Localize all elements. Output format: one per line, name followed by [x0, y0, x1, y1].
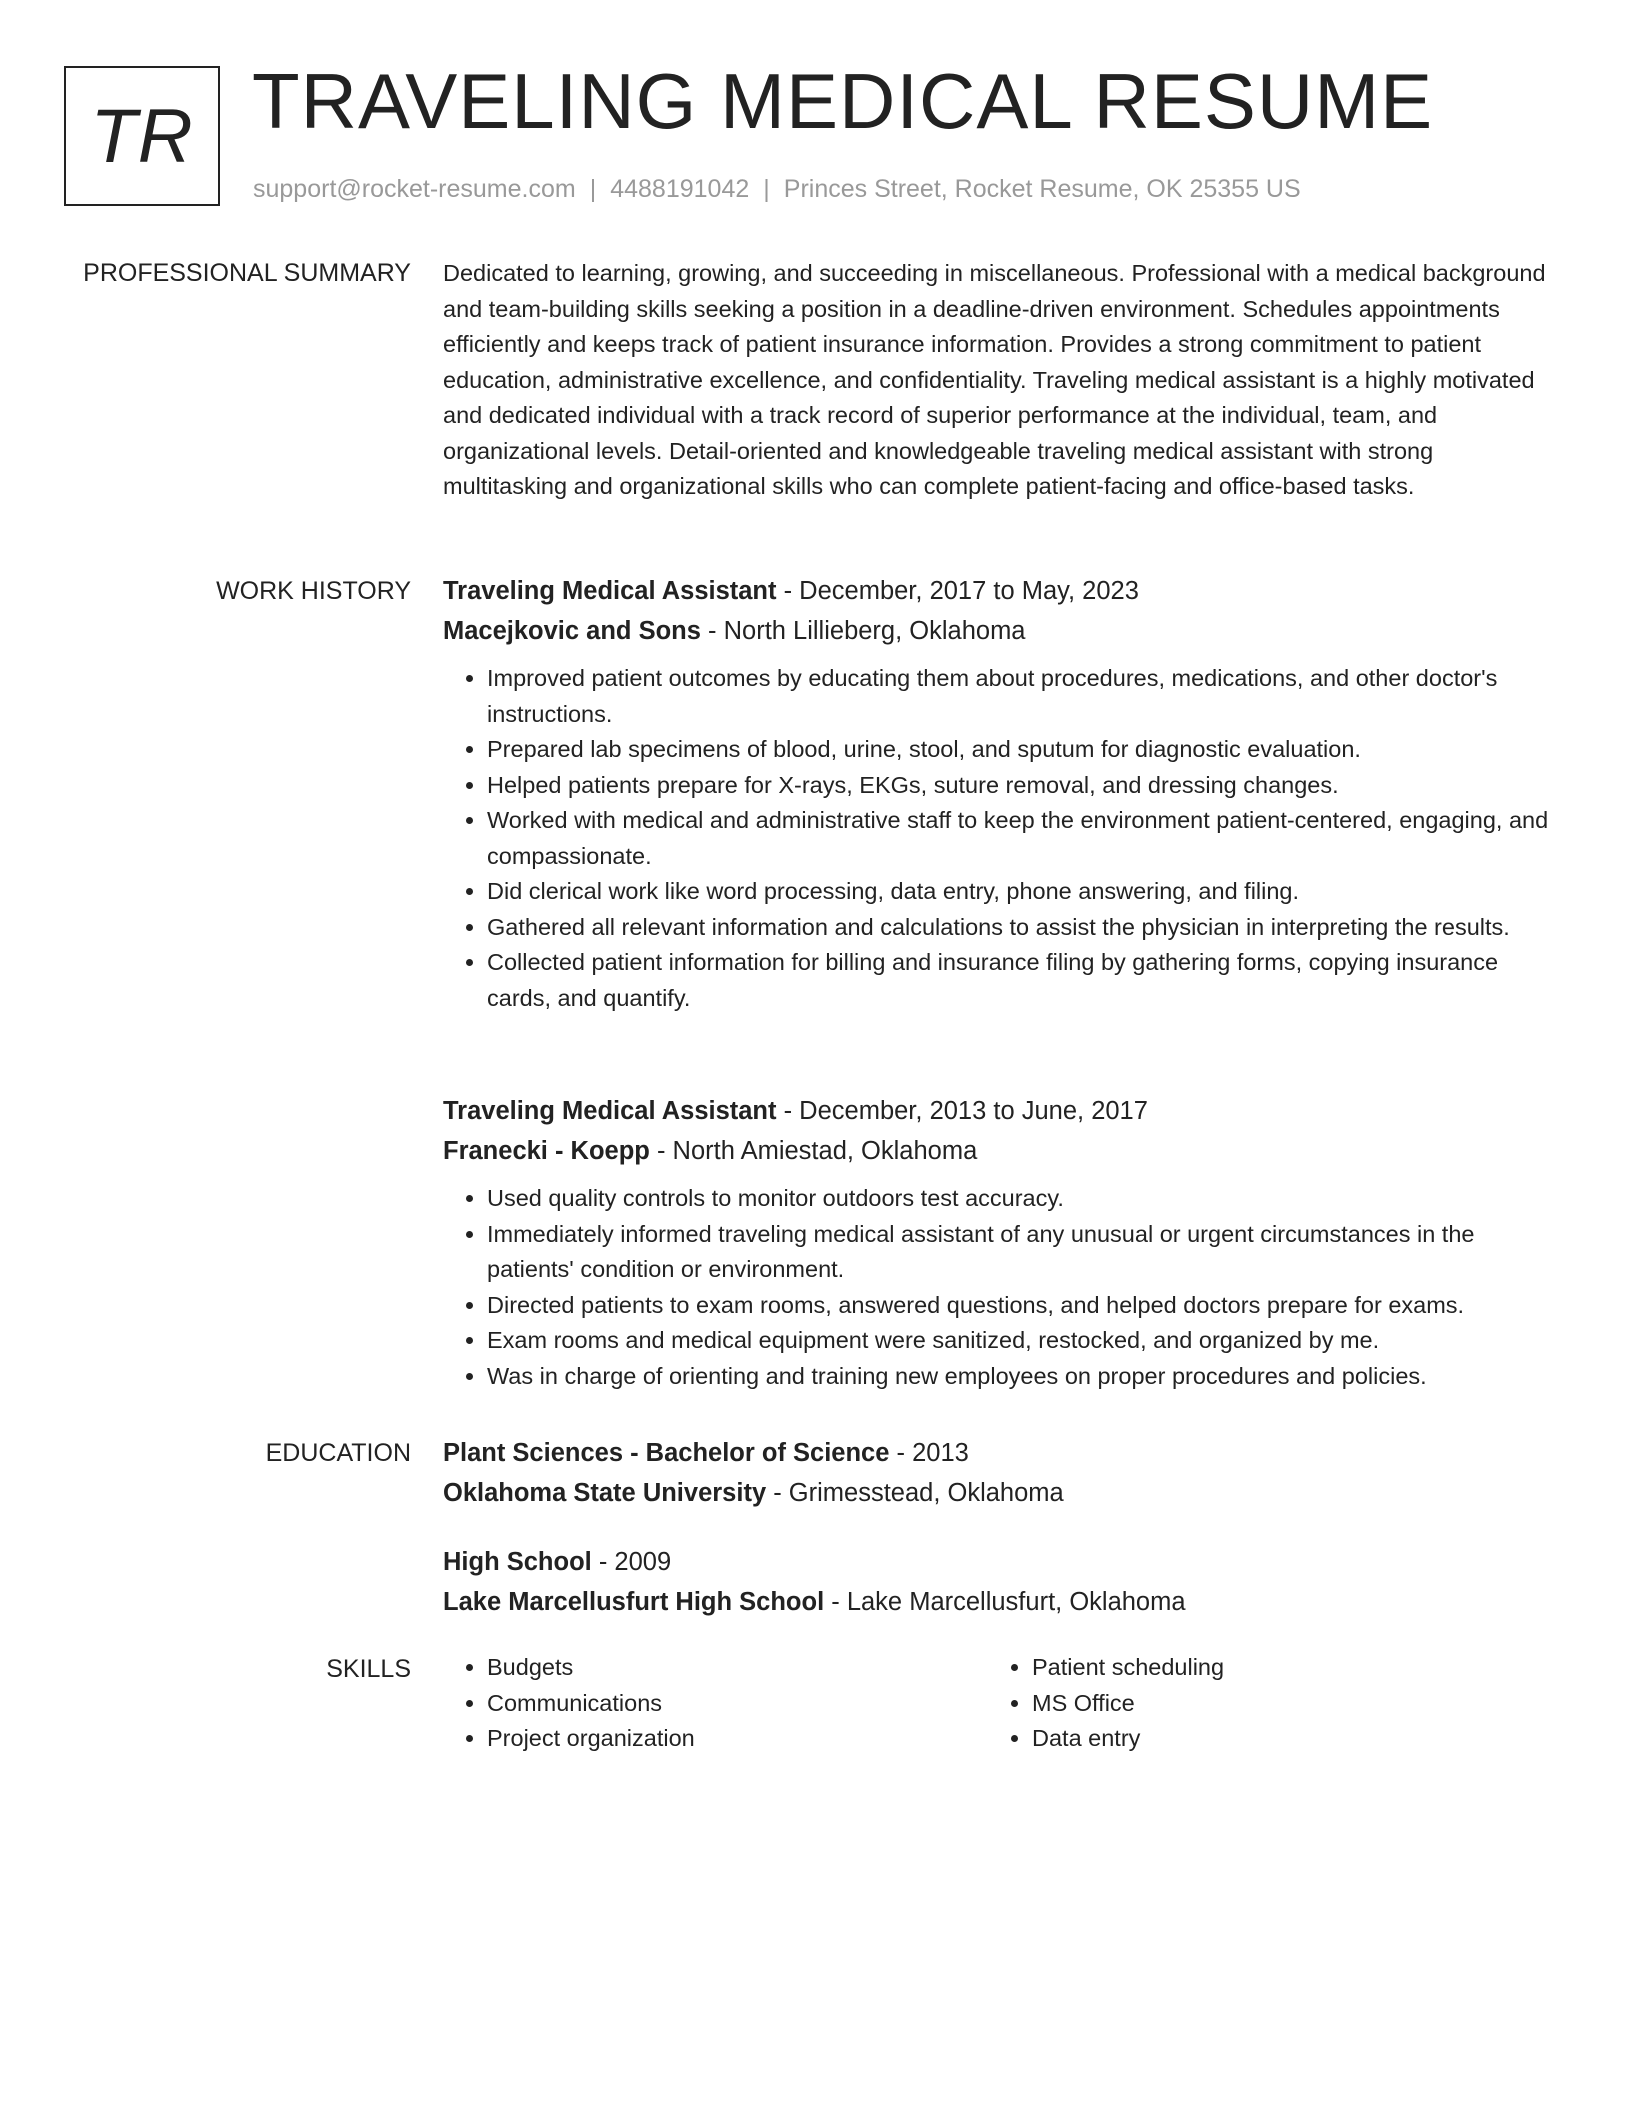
summary-text: Dedicated to learning, growing, and succeeding in miscellaneous. Professional with a medical background and team-building skills seeking a position in a deadline-driven environment. Schedules appointments efficiently and keeps track of patient insurance information. Provides a strong commitment to patient education, administrative excellence, and confidentiality. Traveling medical assistant is a highly motivated and dedicated individual with a track record of superior performance at the individual, team, and organizational levels. Detail-oriented and knowledgeable traveling medical assistant with strong multitasking and organizational skills who can complete patient-facing and office-based tasks.	[443, 260, 1546, 499]
skill-item: • Project organization	[487, 1721, 988, 1757]
resume-title: TRAVELING MEDICAL RESUME	[252, 57, 1434, 145]
skill-item: • Data entry	[1032, 1721, 1533, 1757]
education-location: - Lake Marcellusfurt, Oklahoma	[824, 1587, 1186, 1616]
job-bullet: • Prepared lab specimens of blood, urine, stool, and sputum for diagnostic evaluation.	[487, 732, 1550, 768]
skills-list	[988, 1650, 1533, 1757]
education-degree: Plant Sciences - Bachelor of Science	[443, 1439, 890, 1467]
job-bullet: • Exam rooms and medical equipment were sanitized, restocked, and organized by me.	[487, 1323, 1550, 1359]
education-school-line	[443, 1583, 1550, 1623]
monogram-initials: TR	[90, 93, 194, 179]
job-title: Traveling Medical Assistant	[443, 1097, 777, 1125]
section-label-work-history: WORK HISTORY	[216, 577, 411, 605]
monogram-box	[64, 66, 220, 206]
contact-address: Princes Street, Rocket Resume, OK 25355 US	[783, 175, 1301, 203]
job-bullet: • Immediately informed traveling medical assistant of any unusual or urgent circumstances in the patients' condition or environment.	[487, 1217, 1550, 1288]
education-degree: High School	[443, 1548, 592, 1576]
education-year: - 2009	[591, 1548, 672, 1576]
contact-line	[253, 172, 1301, 206]
skills-section	[443, 1650, 1550, 1757]
job-bullet: • Used quality controls to monitor outdoors test accuracy.	[487, 1181, 1550, 1217]
job-bullet: • Helped patients prepare for X-rays, EKGs, suture removal, and dressing changes.	[487, 768, 1550, 804]
job-company: Macejkovic and Sons	[443, 616, 701, 645]
job-company-line	[443, 1132, 1550, 1172]
job-title-line	[443, 572, 1550, 612]
section-label-education: EDUCATION	[265, 1439, 411, 1467]
skill-item: • MS Office	[1032, 1686, 1533, 1722]
job-company-line	[443, 612, 1550, 652]
contact-phone: 4488191042	[610, 175, 750, 203]
education-year: - 2013	[889, 1439, 969, 1467]
job-entry	[443, 1092, 1550, 1394]
skill-item: • Patient scheduling	[1032, 1650, 1533, 1686]
job-bullet: • Worked with medical and administrative staff to keep the environment patient-centered, engaging, and compassionate.	[487, 803, 1550, 874]
job-dates: - December, 2017 to May, 2023	[776, 577, 1139, 605]
section-label-summary: PROFESSIONAL SUMMARY	[83, 259, 411, 287]
contact-separator: |	[589, 175, 597, 203]
job-bullet: • Improved patient outcomes by educating them about procedures, medications, and other doctor's instructions.	[487, 661, 1550, 732]
job-title: Traveling Medical Assistant	[443, 577, 777, 605]
job-location: - North Lillieberg, Oklahoma	[700, 616, 1026, 645]
job-location: - North Amiestad, Oklahoma	[649, 1136, 978, 1165]
education-location: - Grimesstead, Oklahoma	[766, 1478, 1064, 1507]
contact-email: support@rocket-resume.com	[253, 175, 576, 203]
job-bullet: • Collected patient information for billing and insurance filing by gathering forms, copying insurance cards, and quantify.	[487, 945, 1550, 1016]
section-label-skills: SKILLS	[326, 1655, 411, 1683]
job-bullet: • Was in charge of orienting and training new employees on proper procedures and policies.	[487, 1359, 1550, 1395]
job-company: Franecki - Koepp	[443, 1136, 650, 1165]
education-school: Lake Marcellusfurt High School	[443, 1587, 825, 1616]
education-school: Oklahoma State University	[443, 1478, 767, 1507]
job-entry	[443, 572, 1550, 1016]
skills-column-left	[443, 1650, 988, 1757]
job-bullet-list	[443, 1181, 1550, 1394]
job-bullet-list	[443, 661, 1550, 1016]
job-bullet: • Did clerical work like word processing, data entry, phone answering, and filing.	[487, 874, 1550, 910]
job-bullet: • Gathered all relevant information and calculations to assist the physician in interpreting the results.	[487, 910, 1550, 946]
education-entry	[443, 1434, 1550, 1513]
skills-list	[443, 1650, 988, 1757]
education-degree-line	[443, 1434, 1550, 1474]
education-entry	[443, 1543, 1550, 1622]
summary-section	[443, 256, 1550, 505]
education-school-line	[443, 1474, 1550, 1514]
job-dates: - December, 2013 to June, 2017	[776, 1097, 1148, 1125]
skill-item: • Communications	[487, 1686, 988, 1722]
job-title-line	[443, 1092, 1550, 1132]
job-bullet: • Directed patients to exam rooms, answered questions, and helped doctors prepare for exams.	[487, 1288, 1550, 1324]
skill-item: • Budgets	[487, 1650, 988, 1686]
education-degree-line	[443, 1543, 1550, 1583]
skills-column-right	[988, 1650, 1533, 1757]
contact-separator: |	[763, 175, 770, 203]
